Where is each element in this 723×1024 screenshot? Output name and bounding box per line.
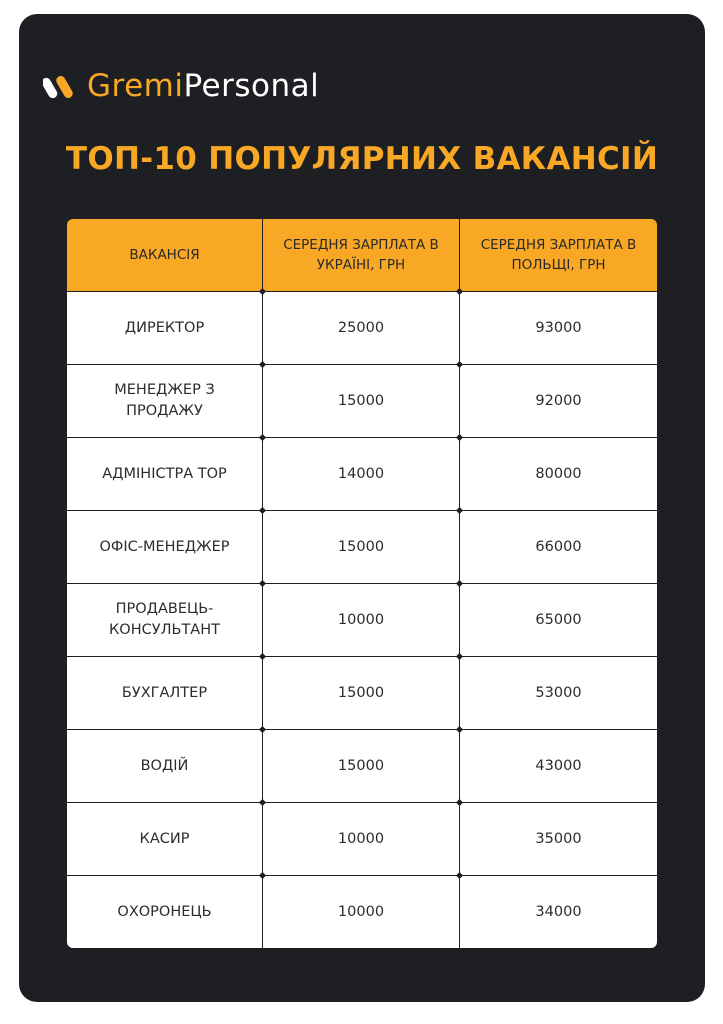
table-cell-vacancy: БУХГАЛТЕР <box>67 657 262 729</box>
table-cell-salary-poland: 35000 <box>460 803 657 875</box>
table-cell-salary-ukraine: 15000 <box>263 365 459 437</box>
table-cell-salary-ukraine: 15000 <box>263 730 459 802</box>
table-cell-salary-poland: 92000 <box>460 365 657 437</box>
table-cell-salary-ukraine: 25000 <box>263 292 459 364</box>
table-cell-vacancy: ОХОРОНЕЦЬ <box>67 876 262 948</box>
table-cell-salary-ukraine: 15000 <box>263 511 459 583</box>
table-cell-salary-ukraine: 15000 <box>263 657 459 729</box>
column-header-salary-ukraine: СЕРЕДНЯ ЗАРПЛАТА В УКРАЇНІ, ГРН <box>263 219 459 291</box>
column-header-salary-poland: СЕРЕДНЯ ЗАРПЛАТА В ПОЛЬЩІ, ГРН <box>460 219 657 291</box>
page-title: ТОП-10 ПОПУЛЯРНИХ ВАКАНСІЙ <box>65 141 659 177</box>
table-cell-salary-ukraine: 10000 <box>263 584 459 656</box>
brand-name-part1: Gremi <box>87 68 184 104</box>
table-cell-vacancy: МЕНЕДЖЕР З ПРОДАЖУ <box>67 365 262 437</box>
table-cell-salary-ukraine: 10000 <box>263 803 459 875</box>
table-cell-salary-ukraine: 14000 <box>263 438 459 510</box>
table-cell-salary-poland: 34000 <box>460 876 657 948</box>
table-cell-vacancy: ОФІС-МЕНЕДЖЕР <box>67 511 262 583</box>
brand-name-part2: Personal <box>183 68 320 104</box>
table-cell-vacancy: ВОДІЙ <box>67 730 262 802</box>
table-cell-salary-poland: 80000 <box>460 438 657 510</box>
table-cell-salary-poland: 43000 <box>460 730 657 802</box>
table-cell-salary-poland: 66000 <box>460 511 657 583</box>
table-cell-vacancy: АДМІНІСТРА ТОР <box>67 438 262 510</box>
salary-table <box>67 219 657 949</box>
table-cell-salary-poland: 65000 <box>460 584 657 656</box>
table-cell-salary-poland: 93000 <box>460 292 657 364</box>
table-cell-salary-ukraine: 10000 <box>263 876 459 948</box>
column-header-vacancy: ВАКАНСІЯ <box>67 219 262 291</box>
table-cell-salary-poland: 53000 <box>460 657 657 729</box>
brand-name <box>87 66 319 106</box>
table-cell-vacancy: КАСИР <box>67 803 262 875</box>
table-cell-vacancy: ДИРЕКТОР <box>67 292 262 364</box>
infographic-card <box>19 14 705 1002</box>
table-cell-vacancy: ПРОДАВЕЦЬ-КОНСУЛЬТАНТ <box>67 584 262 656</box>
logo-mark-icon <box>43 69 83 103</box>
brand-logo <box>43 66 319 106</box>
